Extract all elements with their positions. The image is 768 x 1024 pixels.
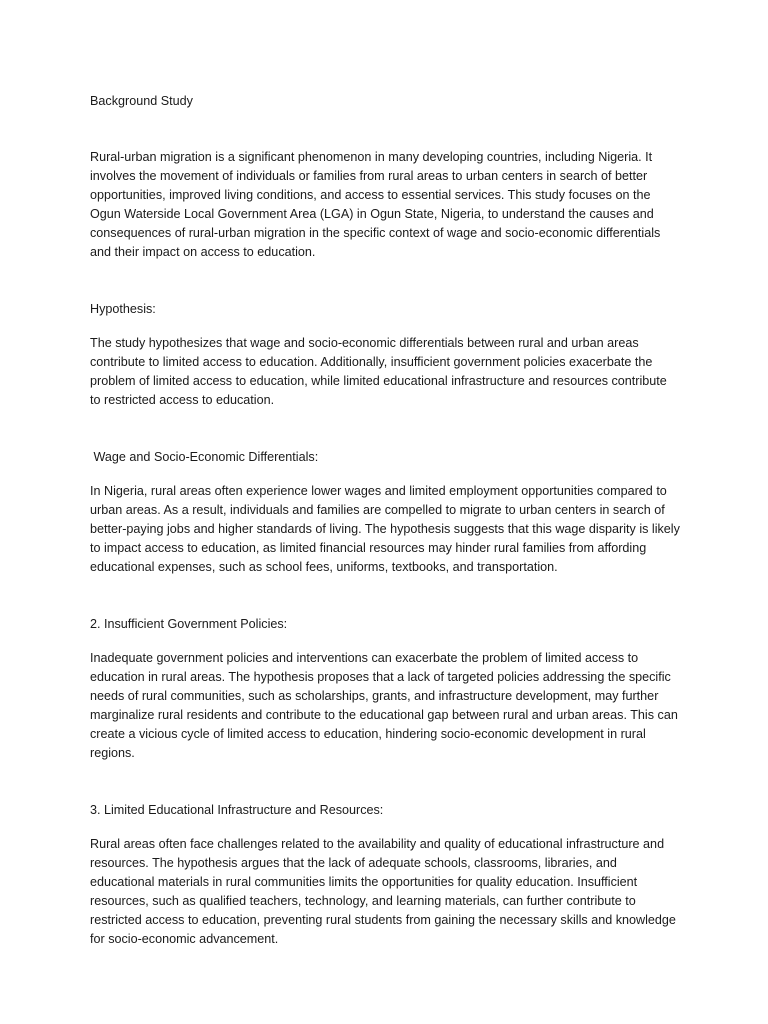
section-heading-infrastructure: 3. Limited Educational Infrastructure and Resources: (90, 803, 384, 817)
section-paragraph-hypothesis: The study hypothesizes that wage and socio-economic differentials between rural and urban areas contribute to limited access to education. Additionally, insufficient government policies exacerbate the problem of limited access to education, while limited educational infrastructure and resources contribute to restricted access to education. (90, 336, 667, 407)
section-paragraph-government-policies: Inadequate government policies and interventions can exacerbate the problem of limited access to education in rural areas. The hypothesis proposes that a lack of targeted policies addressing the specific needs of rural communities, such as scholarships, grants, and infrastructure development, may further marginalize rural residents and contribute to the educational gap between rural and urban areas. This can create a vicious cycle of limited access to education, hindering socio-economic development in rural regions. (90, 651, 678, 760)
document-page (90, 92, 680, 949)
section-heading-wage-differentials: Wage and Socio-Economic Differentials: (90, 450, 319, 464)
section-heading-government-policies: 2. Insufficient Government Policies: (90, 617, 288, 631)
section-heading-background-study: Background Study (90, 94, 193, 108)
section-heading-hypothesis: Hypothesis: (90, 302, 156, 316)
section-paragraph-infrastructure: Rural areas often face challenges related to the availability and quality of educational infrastructure and resources. The hypothesis argues that the lack of adequate schools, classrooms, libraries, and educational materials in rural communities limits the opportunities for quality education. Insufficient resources, such as qualified teachers, technology, and learning materials, can further contribute to restricted access to education, preventing rural students from gaining the necessary skills and knowledge for socio-economic advancement. (90, 837, 676, 946)
section-paragraph-background-study: Rural-urban migration is a significant phenomenon in many developing countries, including Nigeria. It involves the movement of individuals or families from rural areas to urban centers in search of better opportunities, improved living conditions, and access to essential services. This study focuses on the Ogun Waterside Local Government Area (LGA) in Ogun State, Nigeria, to understand the causes and consequences of rural-urban migration in the specific context of wage and socio-economic differentials and their impact on access to education. (90, 150, 661, 259)
section-paragraph-wage-differentials: In Nigeria, rural areas often experience lower wages and limited employment opportunities compared to urban areas. As a result, individuals and families are compelled to migrate to urban centers in search of better-paying jobs and higher standards of living. The hypothesis suggests that this wage disparity is likely to impact access to education, as limited financial resources may hinder rural families from affording educational expenses, such as school fees, uniforms, textbooks, and transportation. (90, 484, 680, 574)
